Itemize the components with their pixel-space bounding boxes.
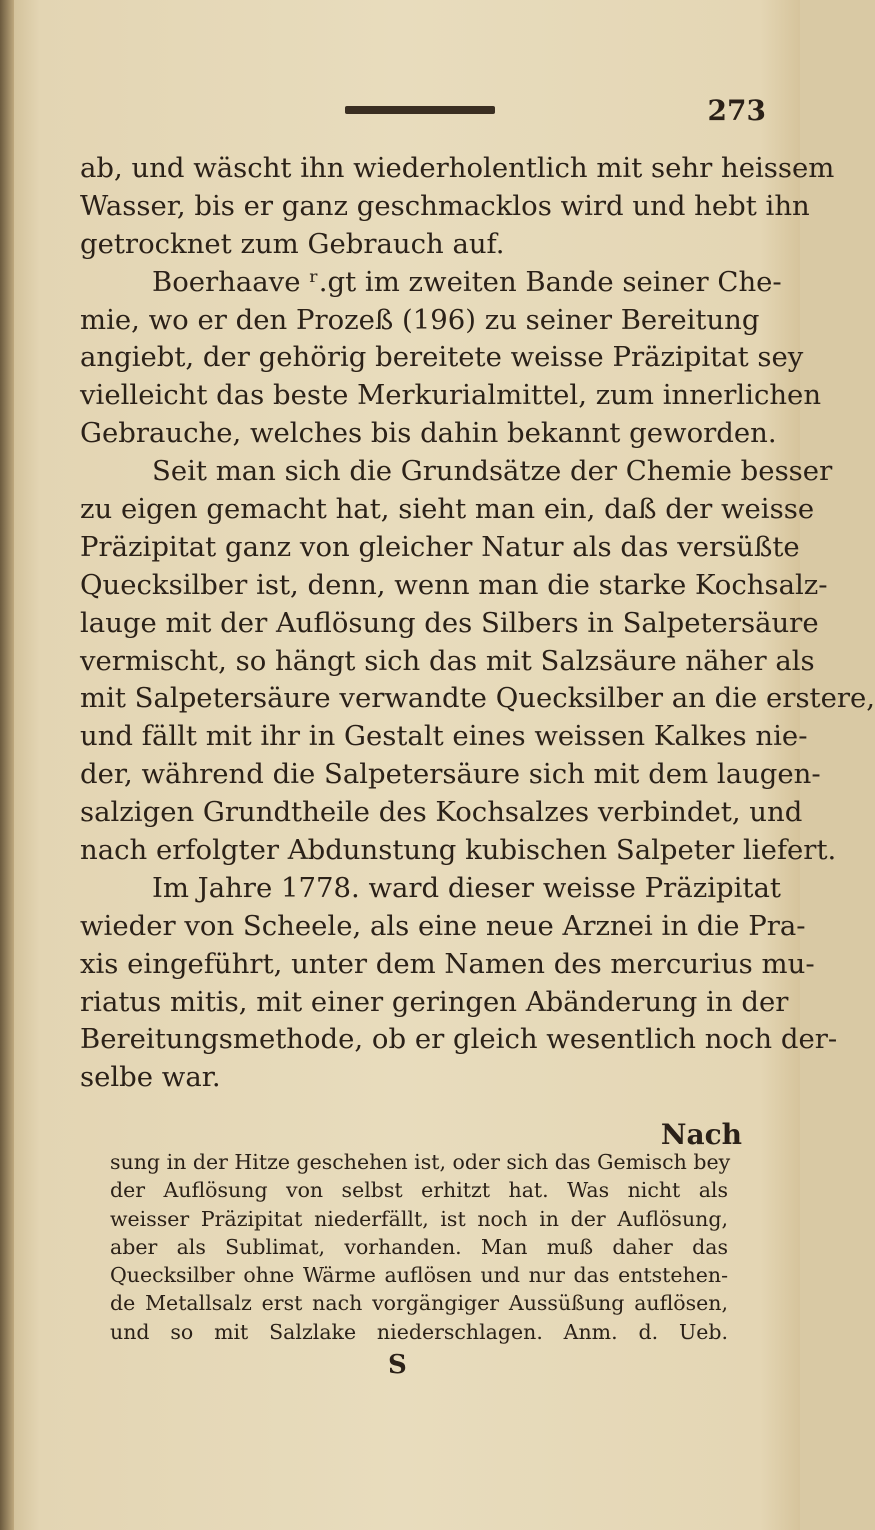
footnote-line: de Metallsalz erst nach vorgängiger Aussüßung auflösen,: [110, 1291, 728, 1316]
text-line: zu eigen gemacht hat, sieht man ein, daß der weisse: [80, 493, 815, 526]
main-text: [80, 150, 875, 1097]
footnote-line: und so mit Salzlake niederschlagen. Anm. d. Ueb.: [110, 1319, 728, 1344]
text-line: Seit man sich die Grundsätze der Chemie besser: [152, 455, 833, 488]
header-rule: [345, 106, 495, 114]
text-line: Wasser, bis er ganz geschmacklos wird und hebt ihn: [80, 189, 810, 222]
text-line: Bereitungsmethode, ob er gleich wesentlich noch der-: [80, 1023, 838, 1056]
text-line: nach erfolgter Abdunstung kubischen Salpeter liefert.: [80, 834, 837, 867]
text-line: wieder von Scheele, als eine neue Arznei in die Pra-: [80, 909, 806, 942]
text-line: lauge mit der Auflösung des Silbers in Salpetersäure: [80, 606, 819, 639]
page-number: 273: [707, 94, 766, 127]
text-line: Boerhaave ʳ.gt im zweiten Bande seiner Che-: [152, 265, 782, 298]
text-line: Quecksilber ist, denn, wenn man die starke Kochsalz-: [80, 568, 828, 601]
text-line: riatus mitis, mit einer geringen Abänderung in der: [80, 985, 789, 1018]
text-line: vermischt, so hängt sich das mit Salzsäure näher als: [80, 644, 815, 677]
footnote-line: aber als Sublimat, vorhanden. Man muß daher das: [110, 1234, 728, 1259]
text-line: der, während die Salpetersäure sich mit dem laugen-: [80, 758, 821, 791]
text-line: ab, und wäscht ihn wiederholentlich mit sehr heissem: [80, 152, 835, 184]
text-line: xis eingeführt, unter dem Namen des mercurius mu-: [80, 947, 815, 980]
text-line: angiebt, der gehörig bereitete weisse Präzipitat sey: [80, 341, 804, 374]
text-line: getrocknet zum Gebrauch auf.: [80, 227, 505, 260]
text-line: und fällt mit ihr in Gestalt eines weissen Kalkes nie-: [80, 720, 808, 753]
text-line: mit Salpetersäure verwandte Quecksilber an die erstere,: [80, 682, 875, 715]
signature-mark: S: [388, 1350, 407, 1380]
text-line: Im Jahre 1778. ward dieser weisse Präzipitat: [152, 871, 781, 904]
footnote-line: weisser Präzipitat niederfällt, ist noch in der Auflösung,: [110, 1206, 728, 1231]
footnote-line: sung in der Hitze geschehen ist, oder sich das Gemisch bey: [110, 1150, 731, 1174]
catchword: Nach: [660, 1118, 742, 1151]
text-line: salzigen Grundtheile des Kochsalzes verbindet, und: [80, 796, 803, 829]
text-line: mie, wo er den Prozeß (196) zu seiner Bereitung: [80, 303, 760, 336]
footnote: [110, 1148, 731, 1346]
text-line: Präzipitat ganz von gleicher Natur als das versüßte: [80, 530, 800, 563]
text-line: vielleicht das beste Merkurialmittel, zum innerlichen: [80, 379, 822, 412]
text-line: Gebrauche, welches bis dahin bekannt geworden.: [80, 417, 777, 450]
text-line: selbe war.: [80, 1061, 221, 1094]
footnote-line: der Auflösung von selbst erhitzt hat. Was nicht als: [110, 1178, 728, 1203]
footnote-line: Quecksilber ohne Wärme auflösen und nur das entstehen-: [110, 1263, 728, 1288]
book-gutter: [0, 0, 14, 1530]
page-header: [0, 92, 800, 132]
